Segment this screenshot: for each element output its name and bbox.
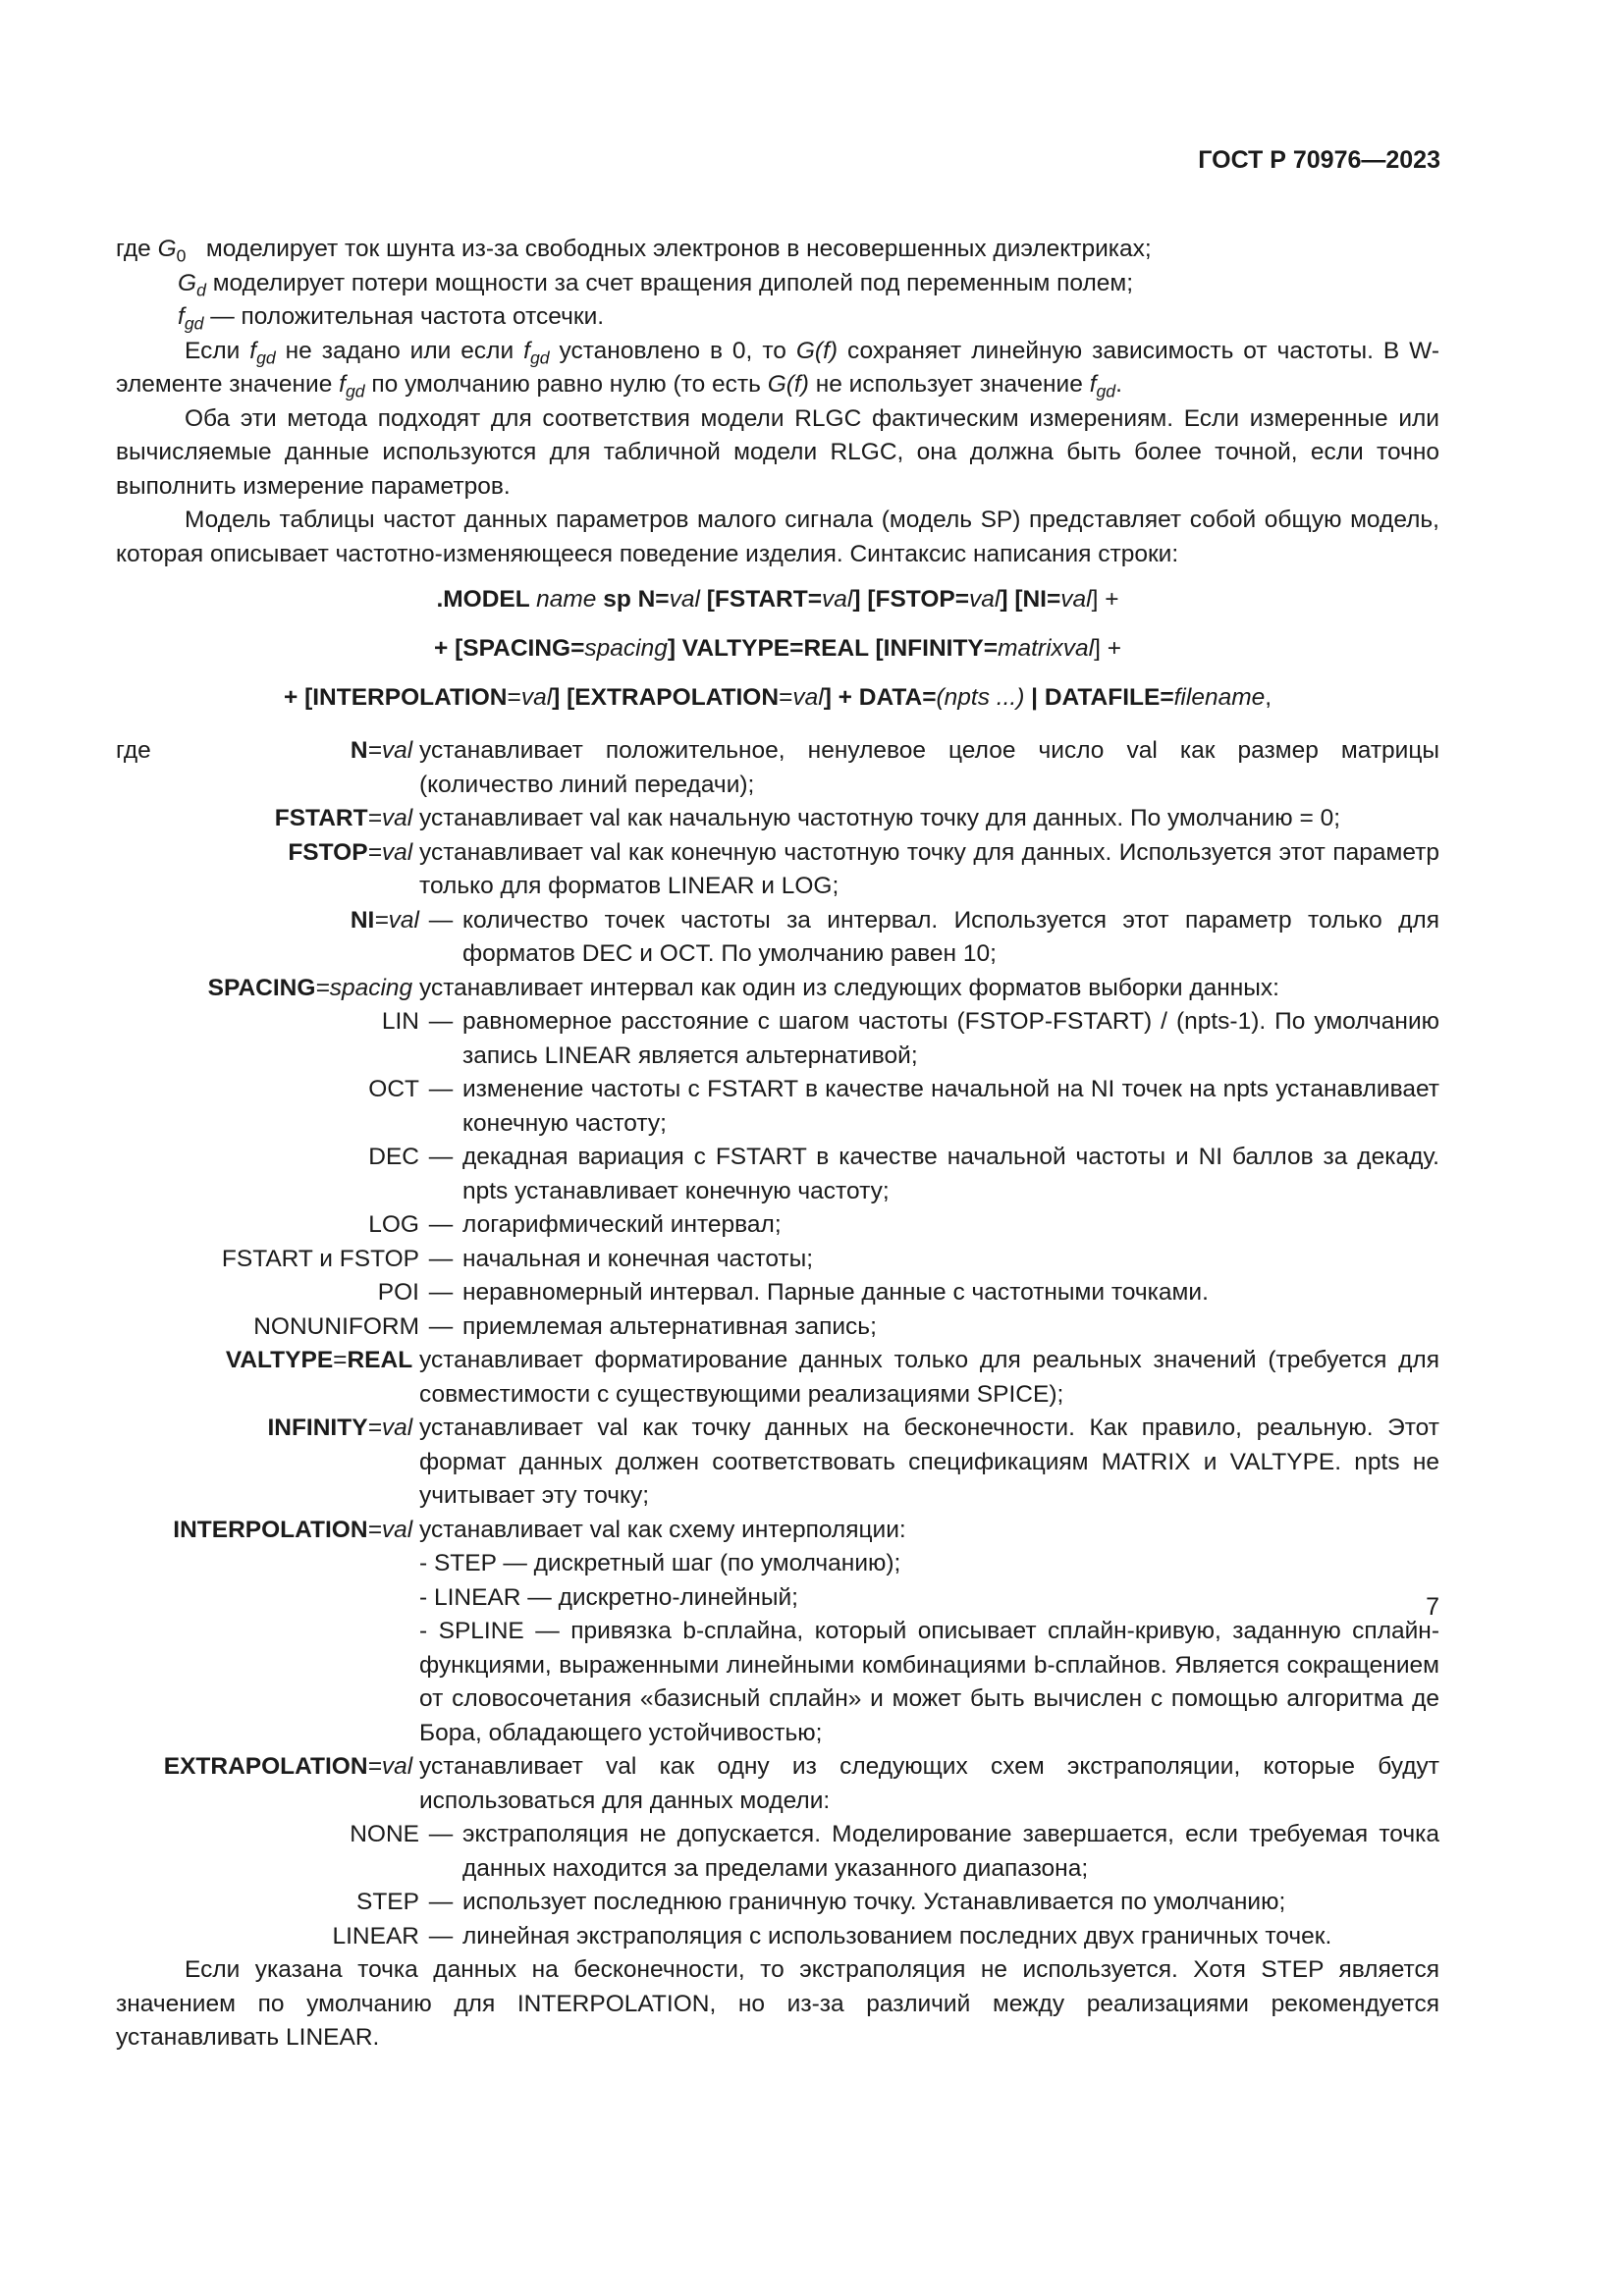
def-extrapolation: EXTRAPOLATION=val устанавливает val как одну из следующих схем экстраполяции, которые будут использоваться для данных модели:	[163, 1753, 1439, 1814]
interp-spline: - SPLINE — привязка b-сплайна, который описывает сплайн-кривую, заданную сплайн-функциями, выраженными линейными комбинациями b-сплайнов. Является сокращением от словосочетания «базисный сплайн» и может быть вычислен с помощью алгоритма де Бора, обладающего устойчивостью;	[419, 1618, 1439, 1746]
def-valtype: VALTYPE=REAL устанавливает форматирование данных только для реальных значений (требуется для совместимости с существующими реализациями SPICE);	[225, 1347, 1439, 1408]
formula-line-3: + [INTERPOLATION=val] [EXTRAPOLATION=val] + DATA=(npts ...) | DATAFILE=filename,	[283, 684, 1272, 711]
def-interpolation: INTERPOLATION=val устанавливает val как схему интерполяции: - STEP — дискретный шаг (по умолчанию); - LINEAR — дискретно-линейный; - SPLINE — привязка b-сплайна, который описывает сплайн-кривую, заданную сплайн-функциями, выраженными линейными комбинациями b-сплайнов. Является сокращением от словосочетания «базисный сплайн» и может быть вычислен с помощью алгоритма де Бора, обладающего устойчивостью;	[116, 1514, 1439, 1751]
paragraph-sp-model: Модель таблицы частот данных параметров малого сигнала (модель SP) представляет собой общую модель, которая описывает частотно-изменяющееся поведение изделия. Синтаксис написания строки:	[116, 507, 1439, 567]
spacing-item: LIN — равномерное расстояние с шагом частоты (FSTOP-FSTART) / (npts-1). По умолчанию запись LINEAR является альтернативой;	[381, 1008, 1439, 1069]
subscript-gd: gd	[184, 313, 204, 334]
doc-code-header: ГОСТ Р 70976—2023	[1198, 146, 1440, 174]
variable-list	[116, 233, 1439, 335]
where-word: где	[116, 737, 151, 764]
spacing-options	[116, 1005, 1439, 1344]
paragraph-fgd-default: Если $f_{gd}$ не задано или если $f_{gd}$ установлено в 0, то G(f) сохраняет линейную зависимость от частоты. В W-элементе значение $f_{gd}$ по умолчанию равно нулю (то есть G(f) не использует значение $f_{gd}$.	[116, 337, 1439, 401]
var-gd-line	[116, 267, 1439, 301]
var-g0-line	[116, 233, 1439, 267]
interp-linear: - LINEAR — дискретно-линейный;	[419, 1583, 798, 1611]
extrap-item: LINEAR — линейная экстраполяция с использованием последних двух граничных точек.	[332, 1922, 1332, 1949]
def-fstop: FSTOP=val устанавливает val как конечную частотную точку для данных. Используется этот параметр только для форматов LINEAR и LOG;	[288, 838, 1439, 899]
interp-step: - STEP — дискретный шаг (по умолчанию);	[419, 1550, 901, 1576]
spacing-item: POI — неравномерный интервал. Парные данные с частотными точками.	[377, 1279, 1209, 1306]
spacing-item: LOG — логарифмический интервал;	[368, 1211, 782, 1238]
def-spacing: SPACING=spacing устанавливает интервал как один из следующих форматов выборки данных:	[207, 974, 1279, 1001]
page-body	[116, 233, 1439, 2056]
extrapolation-options	[116, 1818, 1439, 1953]
def-infinity: INFINITY=val устанавливает val как точку данных на бесконечности. Как правило, реальную. Этот формат данных должен соответствовать спецификациям MATRIX и VALTYPE. npts не учитывает эту точку;	[267, 1415, 1439, 1509]
subscript-d: d	[196, 280, 206, 300]
fgd-description: — положительная частота отсечки.	[210, 303, 605, 330]
spacing-item: OCT — изменение частоты с FSTART в качестве начальной на NI точек на npts устанавливает конечную частоту;	[368, 1076, 1439, 1137]
formula-line-1: .MODEL name sp N=val [FSTART=val] [FSTOP=val] [NI=val] +	[436, 586, 1119, 613]
def-fstart: FSTART=val устанавливает val как начальную частотную точку для данных. По умолчанию = 0;	[274, 805, 1341, 831]
spacing-item: NONUNIFORM — приемлемая альтернативная запись;	[253, 1312, 877, 1340]
spacing-item: FSTART и FSTOP — начальная и конечная частоты;	[221, 1245, 814, 1272]
spacing-item: DEC — декадная вариация с FSTART в качестве начальной частоты и NI баллов за декаду. npts устанавливает конечную частоту;	[368, 1144, 1439, 1204]
symbol-f: f	[178, 303, 185, 330]
closing-paragraph: Если указана точка данных на бесконечности, то экстраполяция не используется. Хотя STEP является значением по умолчанию для INTERPOLATION, но из-за различий между реализациями рекомендуется устанавливать LINEAR.	[116, 1956, 1439, 2051]
extrap-item: STEP — использует последнюю граничную точку. Устанавливается по умолчанию;	[356, 1889, 1286, 1915]
syntax-formula	[116, 575, 1439, 722]
symbol-g: G	[178, 269, 197, 296]
interp-desc: устанавливает val как схему интерполяции:	[419, 1516, 906, 1543]
var-fgd-line	[116, 300, 1439, 335]
parameter-definitions	[116, 734, 1439, 1953]
def-ni: NI=val — количество точек частоты за интервал. Используется этот параметр только для форматов DEC и OCT. По умолчанию равен 10;	[350, 906, 1439, 967]
g0-description: моделирует ток шунта из-за свободных электронов в несовершенных диэлектриках;	[205, 236, 1152, 262]
def-n: N=val устанавливает положительное, ненулевое целое число val как размер матрицы (количество линий передачи);	[350, 737, 1439, 798]
symbol-g: G	[157, 236, 177, 262]
page-number: 7	[1426, 1593, 1439, 1621]
where-word: где	[116, 236, 151, 262]
subscript-0: 0	[176, 245, 187, 266]
paragraph-rlgc: Оба эти метода подходят для соответствия модели RLGC фактическим измерениям. Если измеренные или вычисляемые данные используются для табличной модели RLGC, она должна быть более точной, если точно выполнить измерение параметров.	[116, 404, 1439, 500]
gd-description: моделирует потери мощности за счет вращения диполей под переменным полем;	[212, 269, 1134, 296]
formula-line-2: + [SPACING=spacing] VALTYPE=REAL [INFINITY=matrixval] +	[433, 635, 1121, 662]
extrap-item: NONE — экстраполяция не допускается. Моделирование завершается, если требуемая точка данных находится за пределами указанного диапазона;	[350, 1821, 1439, 1882]
